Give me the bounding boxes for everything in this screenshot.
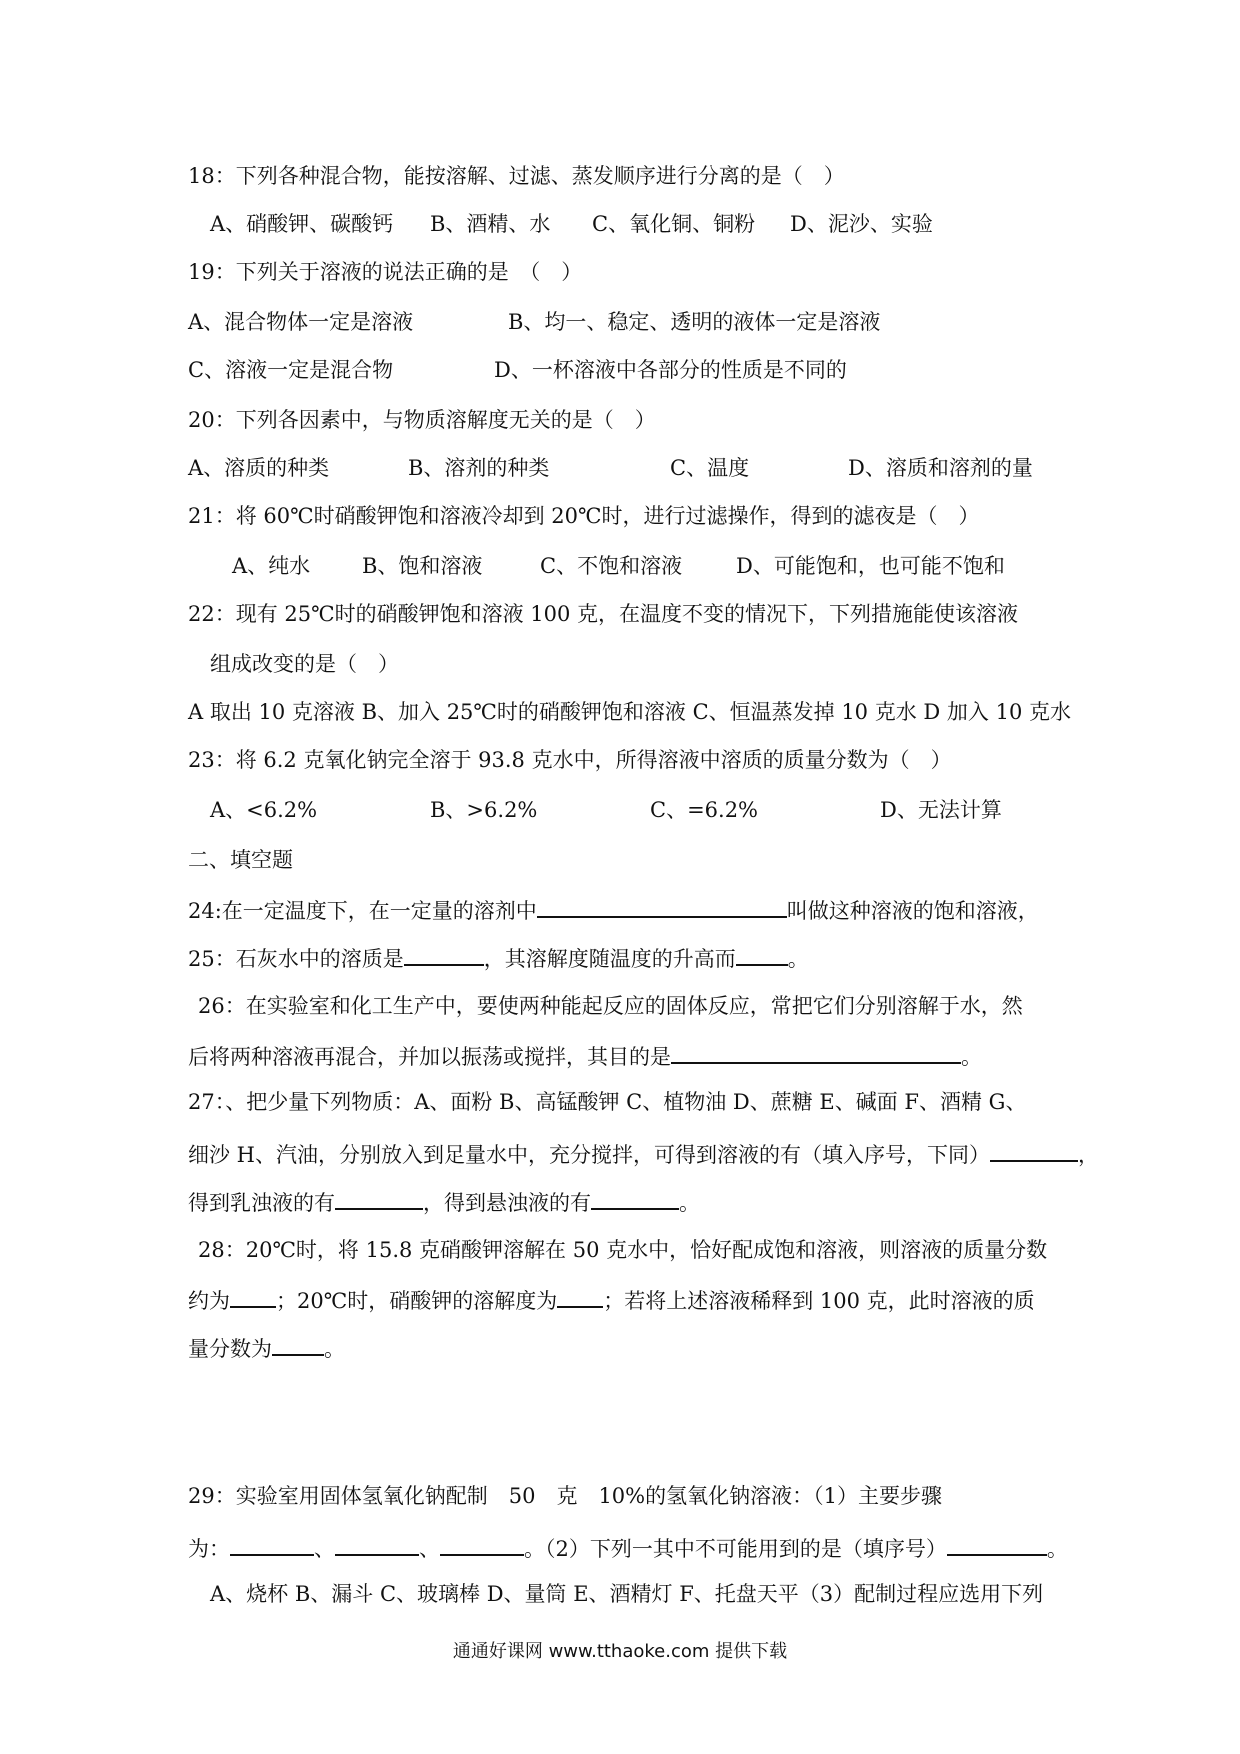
question-29-text-c: 。	[1046, 1537, 1068, 1561]
answer-blank[interactable]	[335, 1536, 419, 1556]
answer-blank[interactable]	[335, 1190, 423, 1210]
question-26-line1: 26：在实验室和化工生产中，要使两种能起反应的固体反应，常把它们分别溶解于水，然	[198, 994, 1023, 1018]
question-21-stem: 21：将 60℃时硝酸钾饱和溶液冷却到 20℃时，进行过滤操作，得到的滤夜是（ ）	[188, 504, 980, 528]
question-23-option-b: B、>6.2%	[430, 798, 538, 822]
question-29-line2	[188, 1536, 1068, 1560]
question-28-line3	[188, 1336, 345, 1360]
answer-blank[interactable]	[230, 1536, 314, 1556]
question-26-text-end: 。	[961, 1045, 982, 1069]
question-23-stem: 23：将 6.2 克氧化钠完全溶于 93.8 克水中，所得溶液中溶质的质量分数为（ ）	[188, 748, 952, 772]
question-27-text: 细沙 H、汽油，分别放入到足量水中，充分搅拌，可得到溶液的有（填入序号，下同）	[188, 1143, 990, 1167]
answer-blank[interactable]	[671, 1044, 961, 1064]
question-27-text-end: ，	[1078, 1143, 1099, 1167]
question-29-text-b: 。（2）下列一其中不可能用到的是（填序号）	[524, 1537, 947, 1561]
question-25-text: 25：石灰水中的溶质是	[188, 947, 404, 971]
question-27-text-c: 。	[679, 1191, 700, 1215]
question-25-text-mid: ，其溶解度随温度的升高而	[483, 947, 736, 971]
answer-blank[interactable]	[404, 946, 484, 966]
question-19-option-b: B、均一、稳定、透明的液体一定是溶液	[508, 310, 881, 334]
question-24-text: 24:在一定温度下，在一定量的溶剂中	[188, 899, 537, 923]
question-25	[188, 946, 809, 970]
question-28-text-e: 。	[324, 1337, 345, 1361]
page-footer: 通通好课网 www.tthaoke.com 提供下载	[452, 1641, 788, 1662]
question-22-options: A 取出 10 克溶液 B、加入 25℃时的硝酸钾饱和溶液 C、恒温蒸发掉 10 克水 D 加入 10 克水	[188, 700, 1071, 724]
answer-blank[interactable]	[736, 946, 788, 966]
question-18-stem: 18：下列各种混合物，能按溶解、过滤、蒸发顺序进行分离的是（ ）	[188, 164, 845, 188]
section-title-fill-in: 二、填空题	[188, 848, 293, 872]
question-18-option-c: C、氧化铜、铜粉	[592, 212, 756, 236]
answer-blank[interactable]	[947, 1536, 1047, 1556]
question-18-option-d: D、泥沙、实验	[790, 212, 933, 236]
question-23-option-c: C、=6.2%	[650, 798, 759, 822]
question-18-option-a: A、硝酸钾、碳酸钙	[210, 212, 394, 236]
question-28-text-d: 量分数为	[188, 1337, 272, 1361]
answer-blank[interactable]	[440, 1536, 524, 1556]
question-26-text: 后将两种溶液再混合，并加以振荡或搅拌，其目的是	[188, 1045, 671, 1069]
answer-blank[interactable]	[272, 1336, 324, 1356]
question-23-option-a: A、<6.2%	[210, 798, 318, 822]
question-26-line2	[188, 1044, 982, 1068]
question-28-text-a: 约为	[188, 1289, 230, 1313]
question-22-stem-cont: 组成改变的是（ ）	[210, 652, 399, 676]
question-20-option-a: A、溶质的种类	[188, 456, 330, 480]
question-20-option-d: D、溶质和溶剂的量	[848, 456, 1033, 480]
question-24	[188, 898, 1039, 922]
answer-blank[interactable]	[230, 1288, 276, 1308]
question-25-text-end: 。	[787, 947, 809, 971]
answer-blank[interactable]	[537, 898, 787, 918]
question-23-option-d: D、无法计算	[880, 798, 1002, 822]
question-27-line3	[188, 1190, 700, 1214]
question-27-text-b: ，得到悬浊液的有	[423, 1191, 591, 1215]
question-28-text-c: ；若将上述溶液稀释到 100 克，此时溶液的质	[603, 1289, 1035, 1313]
question-21-option-d: D、可能饱和，也可能不饱和	[736, 554, 1005, 578]
question-24-text-after: 叫做这种溶液的饱和溶液，	[786, 899, 1039, 923]
question-29-line1: 29：实验室用固体氢氧化钠配制 50 克 10%的氢氧化钠溶液：（1）主要步骤	[188, 1484, 942, 1508]
question-21-option-c: C、不饱和溶液	[540, 554, 683, 578]
question-21-option-b: B、饱和溶液	[362, 554, 483, 578]
answer-blank[interactable]	[591, 1190, 679, 1210]
question-27-line2	[188, 1142, 1099, 1166]
question-28-line1: 28：20℃时，将 15.8 克硝酸钾溶解在 50 克水中，恰好配成饱和溶液，则溶液的质量分数	[198, 1238, 1048, 1262]
question-28-text-b: ；20℃时，硝酸钾的溶解度为	[276, 1289, 558, 1313]
question-28-line2	[188, 1288, 1035, 1312]
answer-blank[interactable]	[990, 1142, 1078, 1162]
question-20-stem: 20：下列各因素中，与物质溶解度无关的是（ ）	[188, 408, 656, 432]
question-22-stem: 22：现有 25℃时的硝酸钾饱和溶液 100 克，在温度不变的情况下，下列措施能使该溶液	[188, 602, 1019, 626]
question-27-text-a: 得到乳浊液的有	[188, 1191, 335, 1215]
question-19-stem: 19：下列关于溶液的说法正确的是 （ ）	[188, 260, 583, 284]
question-19-option-a: A、混合物体一定是溶液	[188, 310, 414, 334]
question-21-option-a: A、纯水	[232, 554, 311, 578]
question-29-sep-1: 、	[314, 1537, 335, 1561]
question-20-option-b: B、溶剂的种类	[408, 456, 550, 480]
question-29-text-a: 为：	[188, 1537, 230, 1561]
question-27-line1: 27：、把少量下列物质：A、面粉 B、高锰酸钾 C、植物油 D、蔗糖 E、碱面 F、酒精 G、	[188, 1090, 1027, 1114]
question-19-option-d: D、一杯溶液中各部分的性质是不同的	[494, 358, 847, 382]
question-18-option-b: B、酒精、水	[430, 212, 551, 236]
question-29-sep-2: 、	[419, 1537, 440, 1561]
question-19-option-c: C、溶液一定是混合物	[188, 358, 394, 382]
answer-blank[interactable]	[557, 1288, 603, 1308]
question-29-line3: A、烧杯 B、漏斗 C、玻璃棒 D、量筒 E、酒精灯 F、托盘天平（3）配制过程应选用下列	[210, 1582, 1044, 1606]
question-20-option-c: C、温度	[670, 456, 750, 480]
